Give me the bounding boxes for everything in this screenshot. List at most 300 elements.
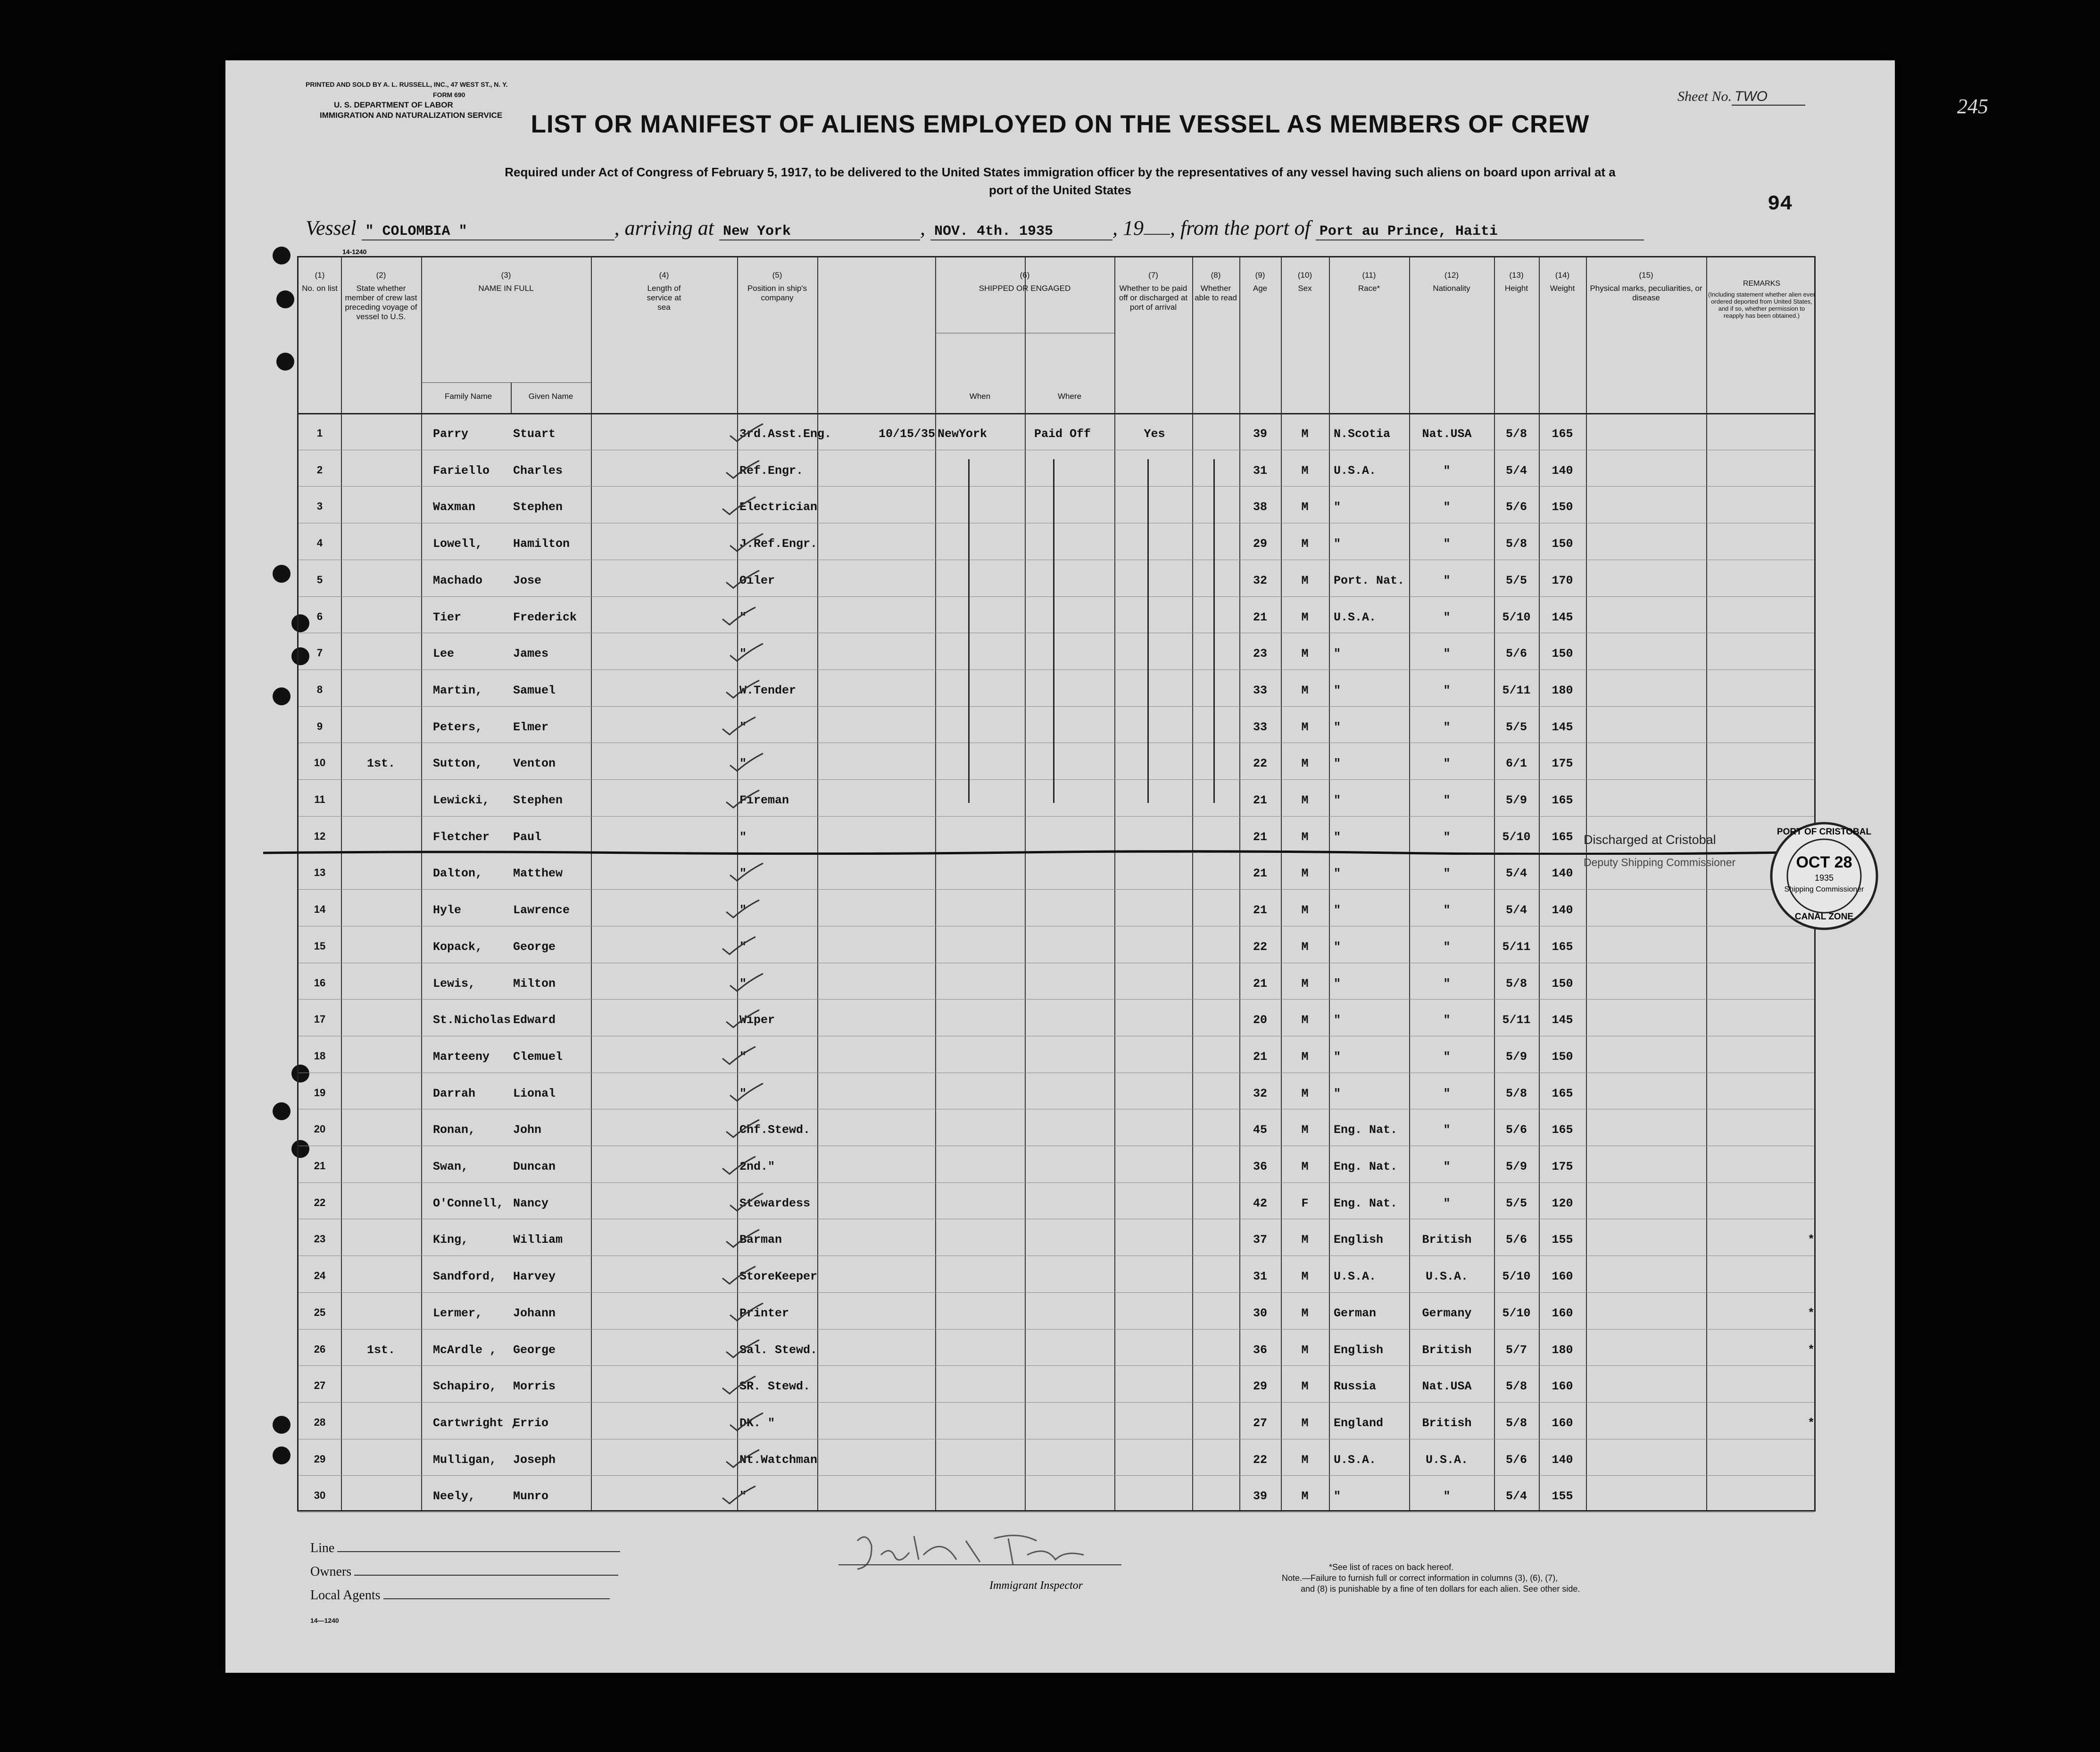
cell-family: Tier [433, 610, 462, 624]
cell-no: 27 [314, 1380, 326, 1392]
col-divider [1281, 257, 1282, 1510]
cell-height: 5/11 [1502, 1013, 1531, 1027]
cell-no: 15 [314, 940, 326, 952]
cell-race: N.Scotia [1334, 427, 1391, 441]
punch-hole [273, 1446, 291, 1464]
col-header-weight: (14) Weight [1550, 271, 1575, 293]
cell-weight: 175 [1552, 757, 1573, 771]
cell-given: Morris [513, 1380, 556, 1394]
cell-height: 5/4 [1505, 903, 1527, 917]
cell-no: 21 [314, 1160, 326, 1172]
cell-no: 10 [314, 757, 326, 769]
col-divider [421, 257, 422, 1510]
cristobal-seal [1768, 819, 1881, 933]
cell-given: Paul [513, 830, 542, 844]
cell-nationality: " [1443, 1489, 1451, 1504]
checkmark-icon [720, 1264, 758, 1288]
col-header-where: Where [1057, 392, 1082, 401]
inspector-signature [838, 1527, 1121, 1574]
cell-weight: 165 [1552, 830, 1573, 844]
row-rule [299, 816, 1814, 817]
cell-position: " [739, 757, 747, 771]
printer-credit: PRINTED AND SOLD BY A. L. RUSSELL, INC., 47 WEST ST., N. Y. [306, 81, 508, 88]
cell-no: 19 [314, 1086, 326, 1099]
cell-family: Peters, [433, 720, 483, 734]
strike-through-line [263, 850, 1819, 855]
year-label: , 19 [1112, 216, 1144, 240]
cell-sex: M [1301, 1416, 1309, 1430]
seal-mid-text: Shipping Commissioner [1784, 885, 1864, 893]
cell-remark: * [1807, 1233, 1815, 1247]
cell-given: Harvey [513, 1270, 556, 1284]
sheet-label: Sheet No. [1677, 89, 1732, 104]
cell-family: Dalton, [433, 867, 483, 881]
col-divider [935, 257, 936, 1510]
row-rule [299, 1329, 1814, 1330]
checkmark-icon [720, 934, 758, 958]
col-header-position: (5) Position in ship's company [747, 271, 807, 302]
cell-given: Matthew [513, 867, 563, 881]
cell-no: 16 [314, 976, 326, 989]
cell-given: George [513, 940, 556, 954]
col-header-paid-off: (7) Whether to be paid off or discharged at port of arrival [1119, 271, 1188, 312]
cell-height: 5/10 [1502, 830, 1531, 844]
cell-given: Venton [513, 757, 556, 771]
row-rule [299, 1292, 1814, 1293]
cell-age: 22 [1253, 757, 1267, 771]
punch-hole [276, 353, 294, 371]
cell-age: 39 [1253, 427, 1267, 441]
cell-weight: 180 [1552, 1343, 1573, 1357]
arrival-date: NOV. 4th. 1935 [930, 223, 1112, 240]
cell-race: " [1334, 1050, 1341, 1064]
col-divider [341, 257, 342, 1510]
cell-age: 29 [1253, 1380, 1267, 1394]
cell-family: Sutton, [433, 757, 483, 771]
cell-no: 14 [314, 903, 326, 916]
page-number: 94 [1768, 192, 1793, 216]
checkmark-icon [728, 421, 765, 445]
cell-weight: 145 [1552, 720, 1573, 734]
cell-sex: M [1301, 1123, 1309, 1137]
cell-sex: M [1301, 683, 1309, 697]
cell-age: 33 [1253, 683, 1267, 697]
cell-given: George [513, 1343, 556, 1357]
cell-race: " [1334, 537, 1341, 551]
cell-family: O'Connell, [433, 1196, 504, 1210]
cell-race: " [1334, 1086, 1341, 1100]
cell-position: J.Ref.Engr. [739, 537, 818, 551]
col-header-no: (1) No. on list [302, 271, 338, 293]
cell-family: Swan, [433, 1160, 469, 1174]
cell-nationality: " [1443, 976, 1451, 991]
cell-family: Cartwright , [433, 1416, 518, 1430]
cell-prev: 1st. [366, 1343, 395, 1357]
cell-family: Marteeny [433, 1050, 490, 1064]
punch-hole [273, 247, 291, 264]
cell-given: Duncan [513, 1160, 556, 1174]
cell-height: 5/5 [1505, 573, 1527, 587]
cell-position: W.Tender [739, 683, 797, 697]
sheet-number [1675, 89, 1805, 106]
checkmark-icon [724, 898, 762, 921]
footnote-races: *See list of races on back hereof. [1329, 1562, 1454, 1572]
cell-family: King, [433, 1233, 469, 1247]
cell-nationality: " [1443, 940, 1451, 954]
checkmark-icon [728, 641, 765, 665]
cell-given: William [513, 1233, 563, 1247]
cell-race: " [1334, 1489, 1341, 1504]
cell-age: 21 [1253, 867, 1267, 881]
col-divider [591, 257, 592, 1510]
checkmark-icon [728, 971, 765, 995]
cell-weight: 175 [1552, 1160, 1573, 1174]
cell-age: 32 [1253, 573, 1267, 587]
vessel-name: " COLOMBIA " [362, 223, 614, 240]
cell-sex: M [1301, 976, 1309, 991]
cell-age: 38 [1253, 500, 1267, 514]
cell-given: Samuel [513, 683, 556, 697]
cell-height: 5/10 [1502, 610, 1531, 624]
cell-position: Wiper [739, 1013, 775, 1027]
cell-nationality: " [1443, 683, 1451, 697]
cell-sex: M [1301, 537, 1309, 551]
cell-age: 37 [1253, 1233, 1267, 1247]
cell-no: 29 [314, 1453, 326, 1465]
seal-top-text: PORT OF CRISTOBAL [1776, 827, 1872, 837]
cell-where: NewYork [938, 427, 988, 441]
cell-sex: M [1301, 940, 1309, 954]
cell-weight: 160 [1552, 1270, 1573, 1284]
checkmark-icon [728, 861, 765, 884]
cell-position: " [739, 610, 747, 624]
col-header-sex: (10) Sex [1297, 271, 1312, 293]
cell-age: 22 [1253, 940, 1267, 954]
cell-no: 1 [316, 427, 323, 439]
cell-nationality: U.S.A. [1425, 1453, 1468, 1467]
cell-position: 2nd." [739, 1160, 775, 1174]
col-divider [1329, 257, 1330, 1510]
cell-height: 5/4 [1505, 463, 1527, 478]
footer-line-field: Line [310, 1541, 620, 1556]
cell-weight: 170 [1552, 573, 1573, 587]
cell-given: Nancy [513, 1196, 549, 1210]
ditto-line [1213, 459, 1215, 803]
cell-race: " [1334, 683, 1341, 697]
cell-given: Clemuel [513, 1050, 563, 1064]
deputy-stamp: Deputy Shipping Commissioner [1584, 856, 1736, 868]
cell-sex: M [1301, 1270, 1309, 1284]
cell-no: 23 [314, 1233, 326, 1245]
checkmark-icon [724, 568, 762, 592]
cell-age: 36 [1253, 1343, 1267, 1357]
cell-nationality: " [1443, 500, 1451, 514]
cell-position: Stewardess [739, 1196, 811, 1210]
checkmark-icon [720, 1154, 758, 1178]
cell-age: 39 [1253, 1489, 1267, 1504]
cell-family: Lermer, [433, 1306, 483, 1320]
checkmark-icon [724, 458, 762, 482]
cell-given: Stephen [513, 500, 563, 514]
cell-no: 13 [314, 867, 326, 879]
cell-sex: M [1301, 463, 1309, 478]
cell-race: Eng. Nat. [1334, 1160, 1398, 1174]
checkmark-icon [728, 1411, 765, 1434]
signature-icon [838, 1527, 1121, 1574]
arriving-label: , arriving at [614, 216, 714, 240]
footer-agents-field: Local Agents [310, 1588, 610, 1603]
cell-height: 5/5 [1505, 1196, 1527, 1210]
ditto-line [1053, 459, 1054, 803]
col-header-physical: (15) Physical marks, peculiarities, or disease [1590, 271, 1702, 302]
cell-nationality: " [1443, 1050, 1451, 1064]
cell-height: 5/10 [1502, 1270, 1531, 1284]
cell-race: " [1334, 1013, 1341, 1027]
cell-family: Darrah [433, 1086, 476, 1100]
cell-family: Lowell, [433, 537, 483, 551]
col-divider [1192, 257, 1193, 1510]
cell-sex: M [1301, 830, 1309, 844]
cell-family: Martin, [433, 683, 483, 697]
cell-nationality: " [1443, 867, 1451, 881]
cell-no: 22 [314, 1196, 326, 1208]
cell-position: 3rd.Asst.Eng. [739, 427, 832, 441]
cell-race: " [1334, 867, 1341, 881]
cell-position: DK. " [739, 1416, 775, 1430]
cell-weight: 145 [1552, 1013, 1573, 1027]
cell-family: Mulligan, [433, 1453, 497, 1467]
cell-race: " [1334, 793, 1341, 807]
cell-no: 24 [314, 1270, 326, 1282]
cell-sex: M [1301, 1050, 1309, 1064]
cell-race: U.S.A. [1334, 1453, 1377, 1467]
cell-race: U.S.A. [1334, 463, 1377, 478]
cell-position: " [739, 867, 747, 881]
cell-height: 5/8 [1505, 1380, 1527, 1394]
checkmark-icon [724, 1338, 762, 1361]
cell-weight: 145 [1552, 610, 1573, 624]
cell-weight: 150 [1552, 500, 1573, 514]
col-header-prev-voyage: (2) State whether member of crew last preceding voyage of vessel to U.S. [345, 271, 417, 321]
row-rule [299, 1365, 1814, 1366]
inspector-label: Immigrant Inspector [989, 1579, 1083, 1592]
cell-weight: 120 [1552, 1196, 1573, 1210]
cell-given: Stephen [513, 793, 563, 807]
cell-given: John [513, 1123, 542, 1137]
from-label: , from the port of [1170, 216, 1311, 240]
cell-sex: M [1301, 793, 1309, 807]
cell-family: Schapiro, [433, 1380, 497, 1394]
row-rule [299, 486, 1814, 487]
cell-nationality: Germany [1422, 1306, 1472, 1320]
cell-family: Fletcher [433, 830, 490, 844]
required-line-2: port of the United States [989, 183, 1131, 197]
cell-family: Lee [433, 647, 455, 661]
cell-nationality: " [1443, 610, 1451, 624]
cell-sex: M [1301, 427, 1309, 441]
cell-weight: 150 [1552, 976, 1573, 991]
header-rule [299, 413, 1814, 414]
cell-family: Kopack, [433, 940, 483, 954]
cell-nationality: British [1422, 1416, 1472, 1430]
cell-sex: F [1301, 1196, 1309, 1210]
cell-height: 5/8 [1505, 537, 1527, 551]
checkmark-icon [724, 1447, 762, 1471]
checkmark-icon [720, 1484, 758, 1507]
cell-no: 7 [316, 647, 323, 659]
cell-no: 2 [316, 463, 323, 476]
cell-height: 5/7 [1505, 1343, 1527, 1357]
cell-position: " [739, 1489, 747, 1504]
cell-remark: * [1807, 1343, 1815, 1357]
cell-race: Eng. Nat. [1334, 1196, 1398, 1210]
col-header-family: Family Name [444, 392, 492, 401]
cell-weight: 150 [1552, 647, 1573, 661]
cell-age: 22 [1253, 1453, 1267, 1467]
cell-age: 21 [1253, 976, 1267, 991]
cell-height: 5/4 [1505, 867, 1527, 881]
cell-weight: 140 [1552, 903, 1573, 917]
cell-height: 5/11 [1502, 683, 1531, 697]
cell-height: 5/9 [1505, 793, 1527, 807]
cell-weight: 140 [1552, 1453, 1573, 1467]
cell-age: 31 [1253, 463, 1267, 478]
cell-given: Jose [513, 573, 542, 587]
checkmark-icon [728, 1081, 765, 1105]
checkmark-icon [720, 715, 758, 738]
cell-given: Elmer [513, 720, 549, 734]
page-title: LIST OR MANIFEST OF ALIENS EMPLOYED ON THE VESSEL AS MEMBERS OF CREW [531, 110, 1590, 138]
cell-race: Russia [1334, 1380, 1377, 1394]
cell-age: 20 [1253, 1013, 1267, 1027]
cell-race: U.S.A. [1334, 1270, 1377, 1284]
cell-no: 18 [314, 1050, 326, 1062]
sheet-value: TWO [1732, 89, 1805, 106]
cell-race: " [1334, 940, 1341, 954]
cell-no: 9 [316, 720, 323, 732]
cell-given: Milton [513, 976, 556, 991]
cell-nationality: " [1443, 1160, 1451, 1174]
seal-year: 1935 [1814, 873, 1834, 883]
cell-age: 36 [1253, 1160, 1267, 1174]
cell-height: 5/6 [1505, 1453, 1527, 1467]
cell-sex: M [1301, 573, 1309, 587]
cell-height: 5/4 [1505, 1489, 1527, 1504]
checkmark-icon [720, 605, 758, 628]
cell-race: Eng. Nat. [1334, 1123, 1398, 1137]
form-number: FORM 690 [433, 91, 465, 99]
margin-note: 245 [1957, 95, 1988, 118]
ditto-line [1147, 459, 1149, 803]
cell-nationality: " [1443, 830, 1451, 844]
cell-height: 5/9 [1505, 1050, 1527, 1064]
cell-nationality: " [1443, 1196, 1451, 1210]
cell-sex: M [1301, 1453, 1309, 1467]
cell-sex: M [1301, 1233, 1309, 1247]
col-header-shipped: (6) SHIPPED OR ENGAGED [979, 271, 1071, 293]
cell-height: 5/5 [1505, 720, 1527, 734]
col-divider [1494, 257, 1495, 1510]
cell-position: SR. Stewd. [739, 1380, 811, 1394]
cell-given: Lional [513, 1086, 556, 1100]
col-divider [1706, 257, 1707, 1510]
col-divider [1025, 257, 1026, 1510]
col-divider [1114, 257, 1115, 1510]
cell-weight: 165 [1552, 1123, 1573, 1137]
cell-weight: 160 [1552, 1416, 1573, 1430]
checkmark-icon [724, 1008, 762, 1031]
cell-nationality: " [1443, 720, 1451, 734]
col-divider [1539, 257, 1540, 1510]
cell-nationality: " [1443, 757, 1451, 771]
col-header-read: (8) Whether able to read [1195, 271, 1237, 302]
col-divider [1409, 257, 1410, 1510]
cell-height: 5/6 [1505, 1233, 1527, 1247]
cell-age: 32 [1253, 1086, 1267, 1100]
cell-position: " [739, 1050, 747, 1064]
checkmark-icon [724, 678, 762, 702]
cell-height: 5/8 [1505, 1086, 1527, 1100]
checkmark-icon [720, 495, 758, 518]
cell-family: St.Nicholas [433, 1013, 511, 1027]
cell-nationality: " [1443, 537, 1451, 551]
cell-race: English [1334, 1343, 1384, 1357]
cell-age: 42 [1253, 1196, 1267, 1210]
cell-when: 10/15/35 [878, 427, 936, 441]
cell-family: Hyle [433, 903, 462, 917]
cell-no: 3 [316, 500, 323, 512]
cell-height: 5/9 [1505, 1160, 1527, 1174]
cell-no: 6 [316, 610, 323, 622]
cell-no: 28 [314, 1416, 326, 1428]
cell-position: StoreKeeper [739, 1270, 818, 1284]
cell-nationality: " [1443, 1123, 1451, 1137]
checkmark-icon [724, 1227, 762, 1251]
row-rule [299, 889, 1814, 890]
cell-position: " [739, 940, 747, 954]
cell-position: Printer [739, 1306, 789, 1320]
cell-no: 8 [316, 683, 323, 695]
col-header-remarks: REMARKS (Including statement whether alien ever ordered deported from United States, and if so, whether permission to reapply has been obtained.) [1708, 280, 1815, 319]
col-header-race: (11) Race* [1358, 271, 1380, 293]
cell-no: 20 [314, 1123, 326, 1135]
required-line-1: Required under Act of Congress of February 5, 1917, to be delivered to the United States immigration officer by the representatives of any vessel having such aliens on board upon arrival at a [505, 165, 1616, 179]
cell-weight: 160 [1552, 1380, 1573, 1394]
col-header-when: When [969, 392, 991, 401]
cell-position: " [739, 903, 747, 917]
cell-given: Munro [513, 1489, 549, 1504]
cell-age: 30 [1253, 1306, 1267, 1320]
cell-position: Chf.Stewd. [739, 1123, 811, 1137]
cell-position: " [739, 830, 747, 844]
cell-position: Electrician [739, 500, 818, 514]
footnote-fine-1: Note.—Failure to furnish full or correct information in columns (3), (6), (7), [1282, 1573, 1558, 1583]
cell-sex: M [1301, 1160, 1309, 1174]
cell-remark: * [1807, 1416, 1815, 1430]
row-rule [299, 1475, 1814, 1476]
cell-weight: 160 [1552, 1306, 1573, 1320]
cell-family: Machado [433, 573, 483, 587]
cell-weight: 155 [1552, 1233, 1573, 1247]
cell-nationality: " [1443, 573, 1451, 587]
cell-age: 29 [1253, 537, 1267, 551]
cell-age: 45 [1253, 1123, 1267, 1137]
cell-given: Joseph [513, 1453, 556, 1467]
col-header-service: (4) Length of service at sea [647, 271, 681, 312]
cell-given: Errio [513, 1416, 549, 1430]
cell-family: Neely, [433, 1489, 476, 1504]
cell-nationality: British [1422, 1343, 1472, 1357]
